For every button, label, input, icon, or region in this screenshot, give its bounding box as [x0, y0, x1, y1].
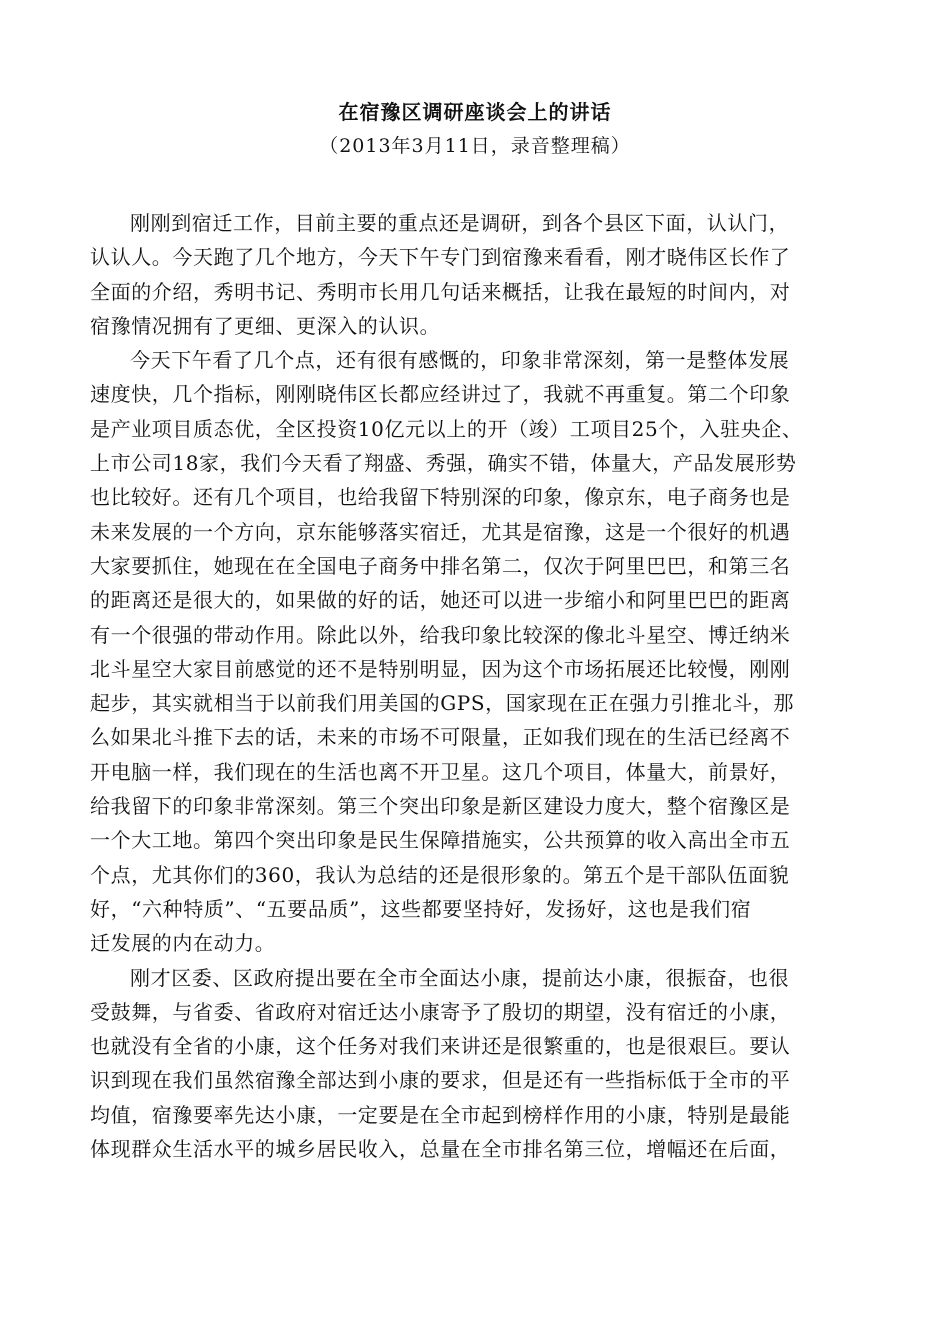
text-line: 有一个很强的带动作用。除此以外，给我印象比较深的像北斗星空、博迁纳米: [90, 622, 791, 647]
text-line: 刚刚到宿迁工作，目前主要的重点还是调研，到各个县区下面，认认门，: [130, 211, 790, 235]
text-line: 给我留下的印象非常深刻。第三个突出印象是新区建设力度大，整个宿豫区是: [90, 794, 791, 819]
text-line: 的距离还是很大的，如果做的好的话，她还可以进一步缩小和阿里巴巴的距离: [90, 588, 791, 613]
text-line: 是产业项目质态优，全区投资10亿元以上的开（竣）工项目25个，入驻央企、: [90, 416, 803, 441]
text-line: 么如果北斗推下去的话，未来的市场不可限量，正如我们现在的生活已经离不: [90, 725, 791, 750]
text-line: 今天下午看了几个点，还有很有感慨的，印象非常深刻，第一是整体发展: [130, 348, 790, 373]
text-line: 个点，尤其你们的360，我认为总结的还是很形象的。第五个是干部队伍面貌: [90, 862, 790, 887]
text-line: 体现群众生活水平的城乡居民收入，总量在全市排名第三位，增幅还在后面，: [90, 1137, 791, 1162]
document-body: [90, 206, 860, 1166]
text-line: 未来发展的一个方向，京东能够落实宿迁，尤其是宿豫，这是一个很好的机遇: [90, 519, 791, 544]
text-line: 一个大工地。第四个突出印象是民生保障措施实，公共预算的收入高出全市五: [90, 828, 791, 853]
text-line: 大家要抓住，她现在在全国电子商务中排名第二，仅次于阿里巴巴，和第三名: [90, 553, 791, 578]
text-line: 好，“六种特质”、“五要品质”，这些都要坚持好，发扬好，这也是我们宿: [90, 896, 752, 921]
text-line: 开电脑一样，我们现在的生活也离不开卫星。这几个项目，体量大，前景好，: [90, 759, 791, 784]
text-line: 全面的介绍，秀明书记、秀明市长用几句话来概括，让我在最短的时间内，对: [90, 279, 791, 304]
text-line: 认认人。今天跑了几个地方，今天下午专门到宿豫来看看，刚才晓伟区长作了: [90, 245, 791, 270]
text-line: 识到现在我们虽然宿豫全部达到小康的要求，但是还有一些指标低于全市的平: [90, 1068, 791, 1093]
text-line: 受鼓舞，与省委、省政府对宿迁达小康寄予了殷切的期望，没有宿迁的小康，: [90, 999, 791, 1024]
text-line: 宿豫情况拥有了更细、更深入的认识。: [90, 313, 441, 338]
text-line: 也就没有全省的小康，这个任务对我们来讲还是很繁重的，也是很艰巨。要认: [90, 1034, 791, 1059]
text-line: 北斗星空大家目前感觉的还不是特别明显，因为这个市场拓展还比较慢，刚刚: [90, 656, 791, 681]
document-title: 在宿豫区调研座谈会上的讲话: [338, 100, 612, 124]
text-line: 迁发展的内在动力。: [90, 931, 276, 956]
text-line: 起步，其实就相当于以前我们用美国的GPS，国家现在正在强力引推北斗，那: [90, 691, 795, 716]
text-line: 上市公司18家，我们今天看了翔盛、秀强，确实不错，体量大，产品发展形势: [90, 451, 797, 476]
document-subtitle: （2013年3月11日，录音整理稿）: [319, 135, 631, 157]
text-line: 也比较好。还有几个项目，也给我留下特别深的印象，像京东，电子商务也是: [90, 485, 791, 510]
text-line: 均值，宿豫要率先达小康，一定要是在全市起到榜样作用的小康，特别是最能: [90, 1102, 791, 1127]
text-line: 刚才区委、区政府提出要在全市全面达小康，提前达小康，很振奋，也很: [130, 965, 790, 990]
text-line: 速度快，几个指标，刚刚晓伟区长都应经讲过了，我就不再重复。第二个印象: [90, 382, 791, 407]
